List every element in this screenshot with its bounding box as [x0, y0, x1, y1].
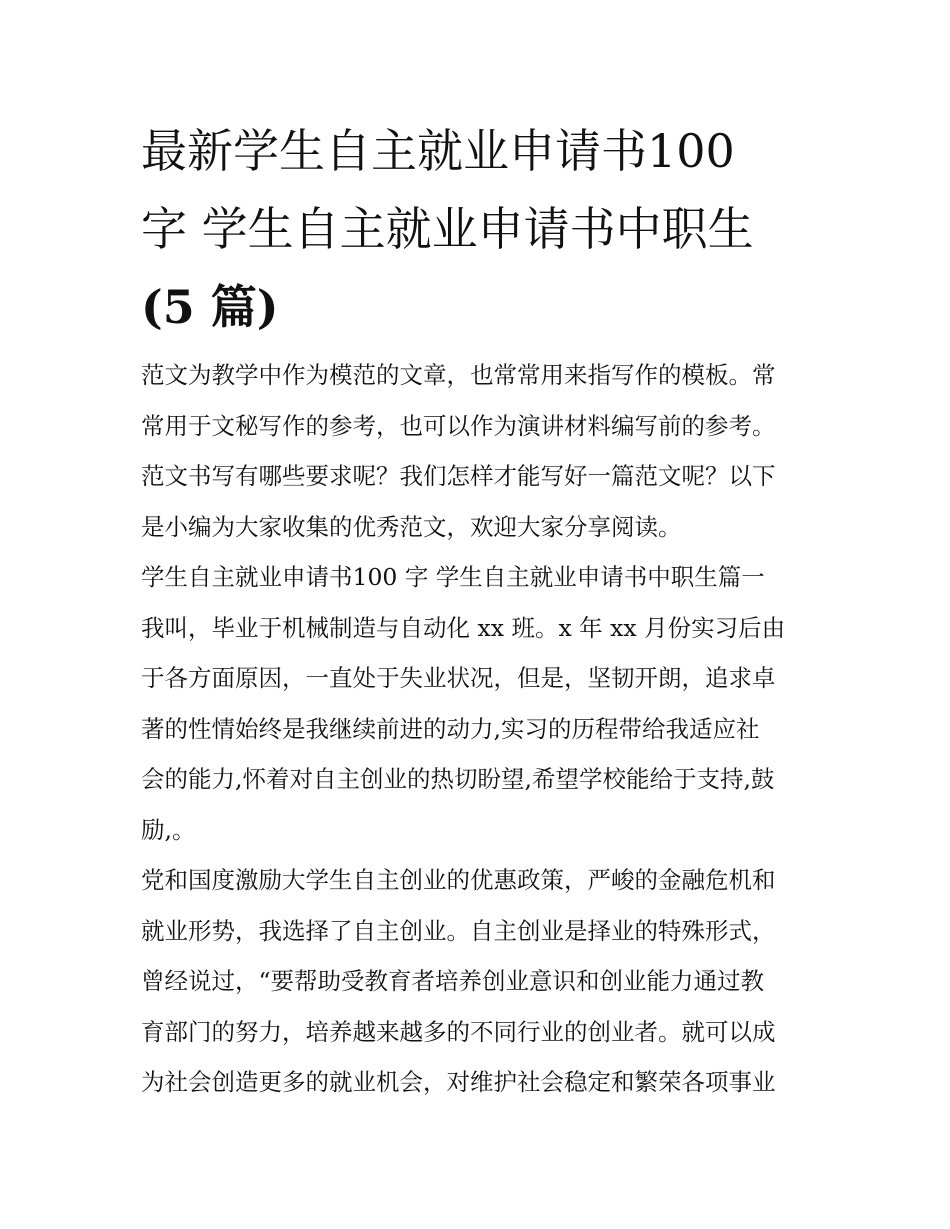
- text-line: 我叫，毕业于机械制造与自动化 xx 班。x 年 xx 月份实习后由: [141, 613, 786, 642]
- text-line: 是小编为大家收集的优秀范文，欢迎大家分享阅读。: [141, 512, 682, 541]
- text-line: 育部门的努力，培养越来越多的不同行业的创业者。就可以成: [141, 1017, 776, 1046]
- body-paragraph: [141, 855, 816, 1108]
- text-line: 常用于文秘写作的参考，也可以作为演讲材料编写前的参考。: [141, 411, 776, 440]
- text-line: 于各方面原因，一直处于失业状况，但是，坚韧开朗，追求卓: [141, 664, 776, 692]
- text-line: 曾经说过，“要帮助受教育者培养创业意识和创业能力通过教: [141, 967, 765, 995]
- section-heading: [141, 552, 816, 603]
- document-page: [141, 112, 816, 1108]
- intro-paragraph: [141, 350, 816, 552]
- text-line: 励,。: [141, 815, 196, 844]
- title-line: 最新学生自主就业申请书100: [141, 124, 735, 178]
- text-line: 党和国度激励大学生自主创业的优惠政策，严峻的金融危机和: [141, 866, 776, 894]
- text-line: 会的能力,怀着对自主创业的热切盼望,希望学校能给于支持,鼓: [141, 765, 775, 793]
- document-title: [141, 112, 816, 346]
- text-line: 范文书写有哪些要求呢？我们怎样才能写好一篇范文呢？以下: [141, 462, 776, 490]
- body-paragraph: [141, 603, 816, 856]
- text-line: 学生自主就业申请书100 字 学生自主就业申请书中职生篇一: [141, 563, 765, 591]
- text-line: 范文为教学中作为模范的文章，也常常用来指写作的模板。常: [141, 361, 776, 389]
- text-line: 为社会创造更多的就业机会，对维护社会稳定和繁荣各项事业: [141, 1068, 776, 1096]
- title-line: 字 学生自主就业申请书中职生: [141, 202, 754, 256]
- text-line: 就业形势，我选择了自主创业。自主创业是择业的特殊形式，: [141, 916, 776, 945]
- title-line: (5 篇): [141, 280, 279, 334]
- text-line: 著的性情始终是我继续前进的动力,实习的历程带给我适应社: [141, 714, 760, 743]
